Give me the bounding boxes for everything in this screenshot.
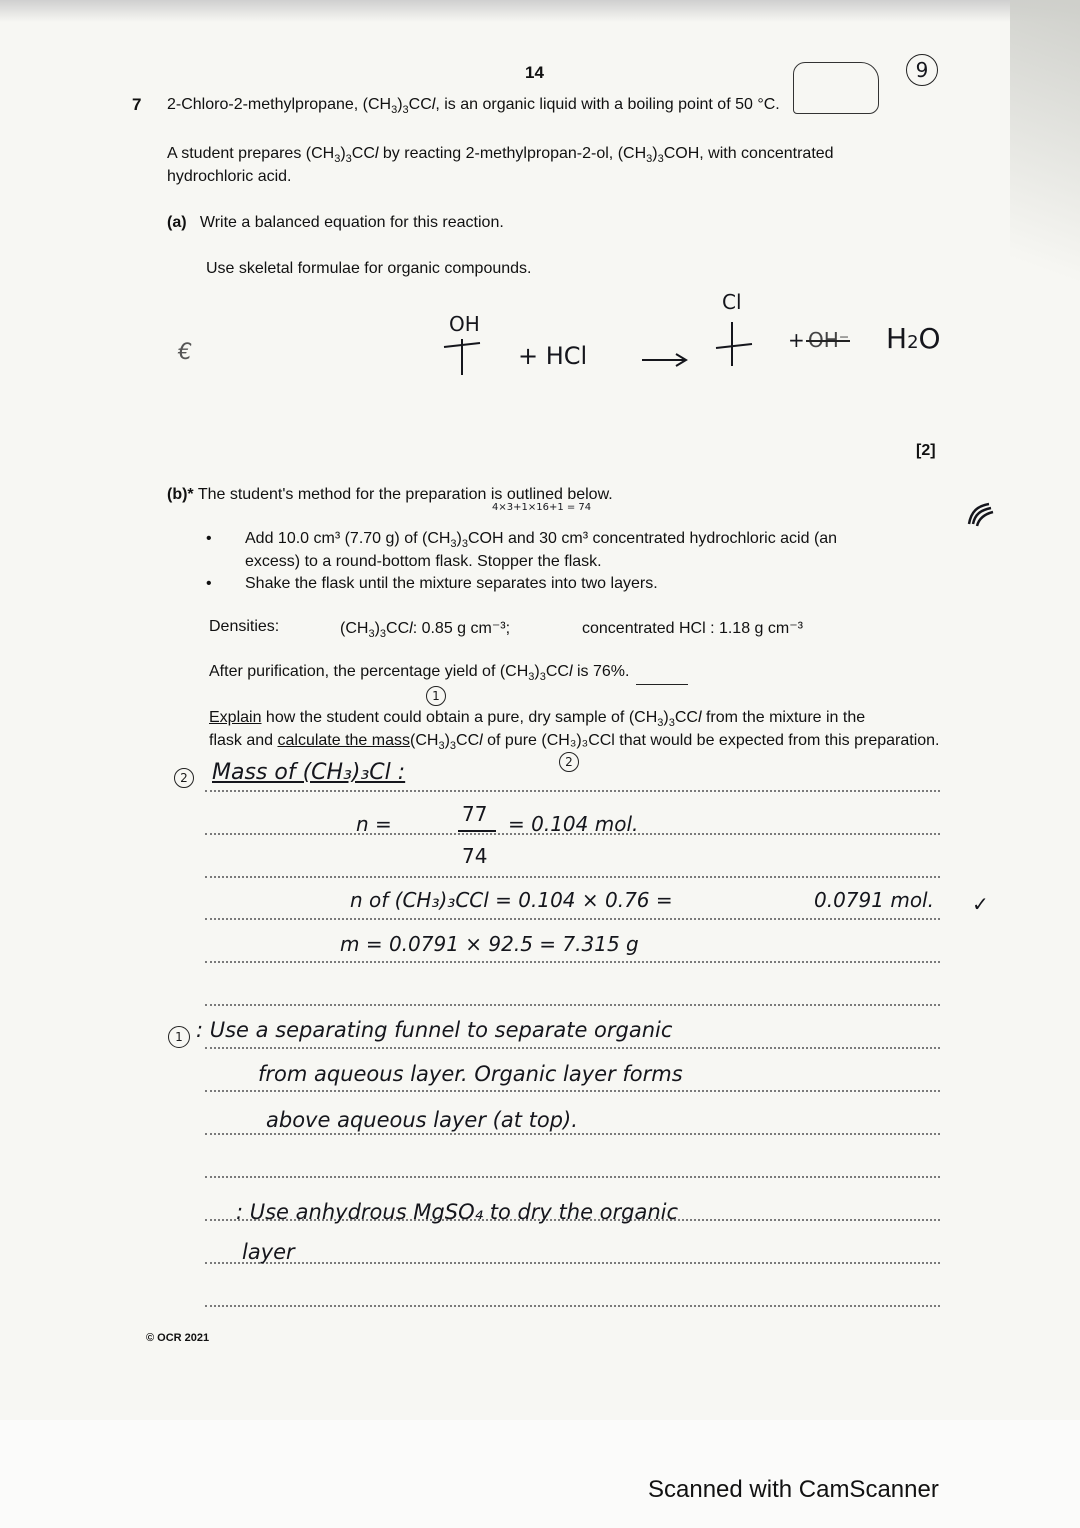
answer-heading: Mass of (CH₃)₃Cl :	[212, 760, 406, 785]
skeletal-formula-alcohol	[440, 335, 484, 379]
task-line-2: flask and calculate the $mass(CH_3)_3CCl$ of pure (CH₃)₃CCl that would be expected from this preparation.	[209, 732, 940, 753]
answer-mark-1: 1	[168, 1026, 190, 1048]
score-circle	[906, 54, 938, 86]
bullet-1-marker: •	[206, 530, 212, 547]
moles-denominator: 74	[462, 844, 488, 868]
cl-group-label: Cl	[722, 290, 742, 314]
boiling-point-annotation-box	[793, 62, 879, 114]
method-answer-line-1: : Use a separating funnel to separate organic	[196, 1018, 673, 1042]
moles-numerator: 77	[462, 802, 488, 826]
moles-product-result: 0.0791 mol.	[814, 888, 934, 912]
scanner-watermark: Scanned with CamScanner	[648, 1476, 939, 1503]
answer-line-10	[205, 1176, 940, 1178]
density-hcl: concentrated HCl : 1.18 g cm⁻³	[582, 620, 803, 637]
question-number: 7	[132, 95, 142, 114]
answer-line-8	[205, 1090, 940, 1092]
crossed-out-mark: €	[178, 340, 192, 365]
oh-group-label: OH	[449, 312, 480, 336]
answer-line-7	[205, 1047, 940, 1049]
method-answer-line-2: from aqueous layer. Organic layer forms	[258, 1062, 683, 1086]
moles-result: = 0.104 mol.	[508, 812, 639, 836]
answer-line-12	[205, 1262, 940, 1264]
equation-product-2: H2O	[886, 322, 941, 355]
scan-footer-area	[0, 1420, 1080, 1528]
copyright: © OCR 2021	[146, 1332, 210, 1344]
percentage-yield: After purification, the percentage yield of $(CH_3)_3CCl$ is 76%.	[209, 663, 630, 684]
method-step-1-line-2: excess) to a round-bottom flask. Stopper the flask.	[245, 553, 602, 570]
task-line-1: Explain how the student could obtain a pure, dry sample of $(CH_3)_3CCl$ from the mixture in the	[209, 709, 866, 730]
part-a-subinstruction: Use skeletal formulae for organic compounds.	[206, 260, 532, 277]
question-intro-line-3: hydrochloric acid.	[167, 168, 292, 185]
equation-plus: +	[788, 328, 805, 352]
moles-n-symbol: n =	[356, 812, 392, 836]
reaction-arrow	[640, 350, 690, 370]
moles-product-line: n of (CH₃)₃CCl = 0.104 × 0.76 =	[350, 888, 673, 912]
drying-answer-line-2: layer	[242, 1240, 295, 1264]
answer-line-13	[205, 1305, 940, 1307]
skeletal-formula-chloroalkane	[712, 318, 756, 370]
mark-annotation-2: 2	[559, 752, 579, 772]
method-answer-line-3: above aqueous layer (at top).	[266, 1108, 578, 1132]
margin-calculation: 4×3+1×16+1 = 74	[492, 502, 592, 513]
answer-line-5	[205, 961, 940, 963]
bullet-2-marker: •	[206, 575, 212, 592]
yield-underline	[636, 684, 688, 685]
score-value: 9	[915, 58, 929, 82]
answer-line-9	[205, 1133, 940, 1135]
page-number: 14	[525, 63, 544, 82]
mark-annotation-1: 1	[426, 686, 446, 706]
answer-line-1	[205, 790, 940, 792]
answer-line-3	[205, 876, 940, 878]
part-a-marks: [2]	[916, 442, 936, 459]
equation-reactant-2: + HCl	[518, 342, 588, 370]
tick-mark-small: ✓	[972, 892, 989, 916]
part-b-label: (b)* The student's method for the preparation is outlined below.	[167, 486, 613, 503]
densities-label: Densities:	[209, 618, 280, 635]
scan-shadow-right	[1010, 0, 1080, 380]
density-chloroalkane: $(CH_3)_3CCl$: 0.85 g cm⁻³;	[340, 620, 511, 641]
drying-answer-line-1: : Use anhydrous MgSO₄ to dry the organic	[236, 1200, 679, 1224]
tick-mark	[965, 500, 995, 530]
mass-calculation: m = 0.0791 × 92.5 = 7.315 g	[340, 932, 639, 956]
question-intro-line-2: A student prepares $(CH_3)_3CCl$ by reacting 2-methylpropan-2-ol, $(CH_3)_3COH$, with concentrated	[167, 145, 834, 166]
fraction-bar	[458, 830, 496, 832]
method-step-1-line-1: Add 10.0 cm³ (7.70 g) of $(CH_3)_3COH$ and 30 cm³ concentrated hydrochloric acid (an	[245, 530, 838, 551]
answer-line-6	[205, 1004, 940, 1006]
method-step-2: Shake the flask until the mixture separates into two layers.	[245, 575, 658, 592]
answer-mark-2: 2	[174, 768, 194, 788]
scan-shadow-top	[0, 0, 1080, 22]
part-a-label: (a) Write a balanced equation for this reaction.	[167, 214, 504, 231]
question-intro-line-1: 2-Chloro-2-methylpropane, $(CH_3)_3CCl$, is an organic liquid with a boiling point of 50 °C.	[167, 96, 780, 117]
answer-line-4	[205, 918, 940, 920]
crossed-out-oh: OH⁻	[808, 328, 850, 352]
